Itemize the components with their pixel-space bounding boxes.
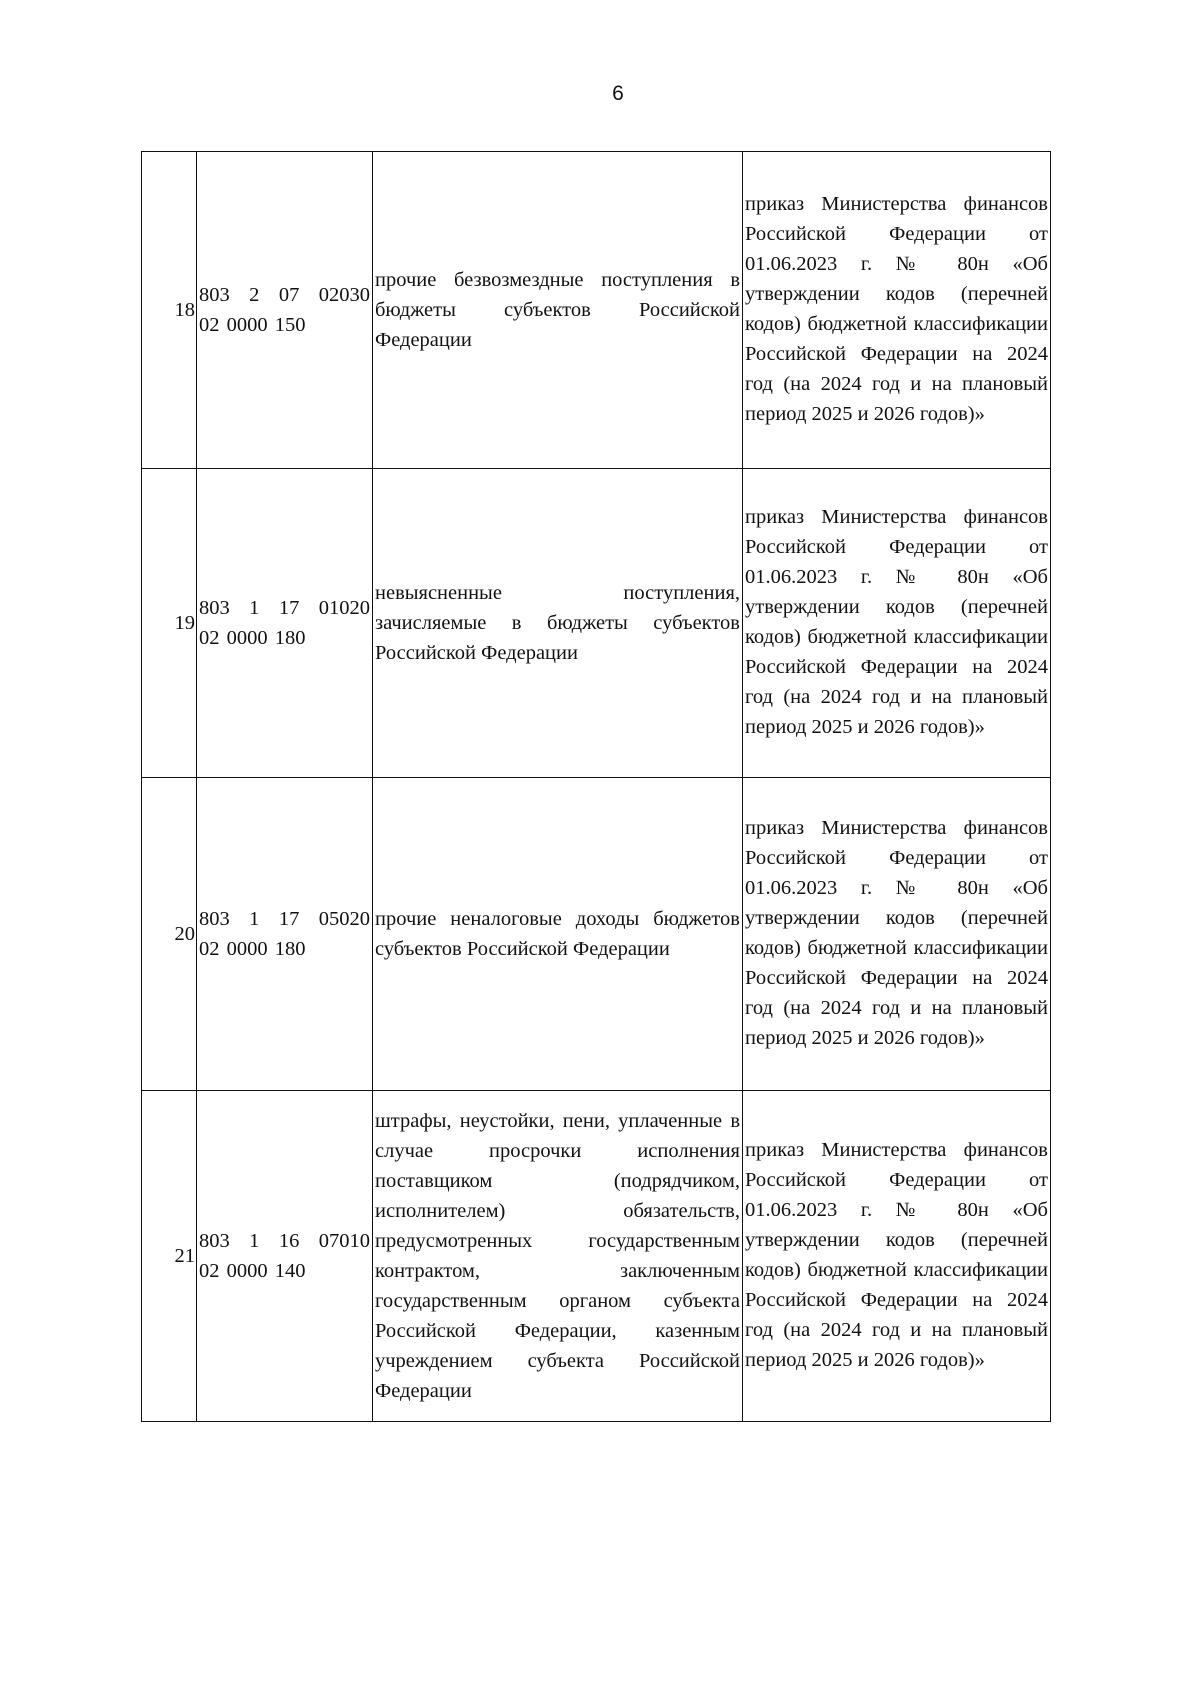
revenue-name: прочие неналоговые доходы бюджетов субъектов Российской Федерации (373, 778, 743, 1091)
legal-basis (743, 469, 1051, 778)
legal-basis (743, 152, 1051, 469)
budget-code (197, 778, 373, 1091)
budget-code-line2: 02 0000 150 (199, 314, 306, 336)
table-row (142, 469, 1051, 778)
budget-code (197, 152, 373, 469)
budget-code-line2: 02 0000 180 (199, 938, 306, 960)
budget-code (197, 1091, 373, 1422)
legal-basis-text: приказ Министерства финансов Российской Федерации от 01.06.2023 г. № 80н «Об утверждении кодов (перечней кодов) бюджетной классификации Российской Федерации на 2024 год (на 2024 год и на плановый период 2025 и 2026 годов)» (745, 506, 1048, 738)
budget-codes-table (141, 151, 1051, 1422)
legal-basis-text: приказ Министерства финансов Российской Федерации от 01.06.2023 г. № 80н «Об утверждении кодов (перечней кодов) бюджетной классификации Российской Федерации на 2024 год (на 2024 год и на плановый период 2025 и 2026 годов)» (745, 817, 1048, 1049)
budget-code-line1: 803 2 07 02030 (199, 284, 370, 306)
budget-code-line1: 803 1 17 01020 (199, 597, 370, 619)
revenue-name: штрафы, неустойки, пени, уплаченные в случае просрочки исполнения поставщиком (подрядчиком, исполнителем) обязательств, предусмотренных государственным контрактом, заключенным государственным органом субъекта Российской Федерации, казенным учреждением субъекта Российской Федерации (373, 1091, 743, 1422)
revenue-name: невыясненные поступления, зачисляемые в бюджеты субъектов Российской Федерации (373, 469, 743, 778)
legal-basis (743, 1091, 1051, 1422)
budget-code-line1: 803 1 16 07010 (199, 1230, 370, 1252)
table-row (142, 778, 1051, 1091)
budget-code-line2: 02 0000 180 (199, 627, 306, 649)
budget-code-line2: 02 0000 140 (199, 1260, 306, 1282)
row-number: 20 (142, 778, 197, 1091)
row-number: 19 (142, 469, 197, 778)
legal-basis-text: приказ Министерства финансов Российской Федерации от 01.06.2023 г. № 80н «Об утверждении кодов (перечней кодов) бюджетной классификации Российской Федерации на 2024 год (на 2024 год и на плановый период 2025 и 2026 годов)» (745, 1139, 1048, 1371)
revenue-name: прочие безвозмездные поступления в бюджеты субъектов Российской Федерации (373, 152, 743, 469)
page-number: 6 (612, 82, 624, 105)
table-row (142, 1091, 1051, 1422)
legal-basis (743, 778, 1051, 1091)
budget-code (197, 469, 373, 778)
row-number: 21 (142, 1091, 197, 1422)
table-row (142, 152, 1051, 469)
legal-basis-text: приказ Министерства финансов Российской Федерации от 01.06.2023 г. № 80н «Об утверждении кодов (перечней кодов) бюджетной классификации Российской Федерации на 2024 год (на 2024 год и на плановый период 2025 и 2026 годов)» (745, 193, 1048, 425)
row-number: 18 (142, 152, 197, 469)
budget-code-line1: 803 1 17 05020 (199, 908, 370, 930)
